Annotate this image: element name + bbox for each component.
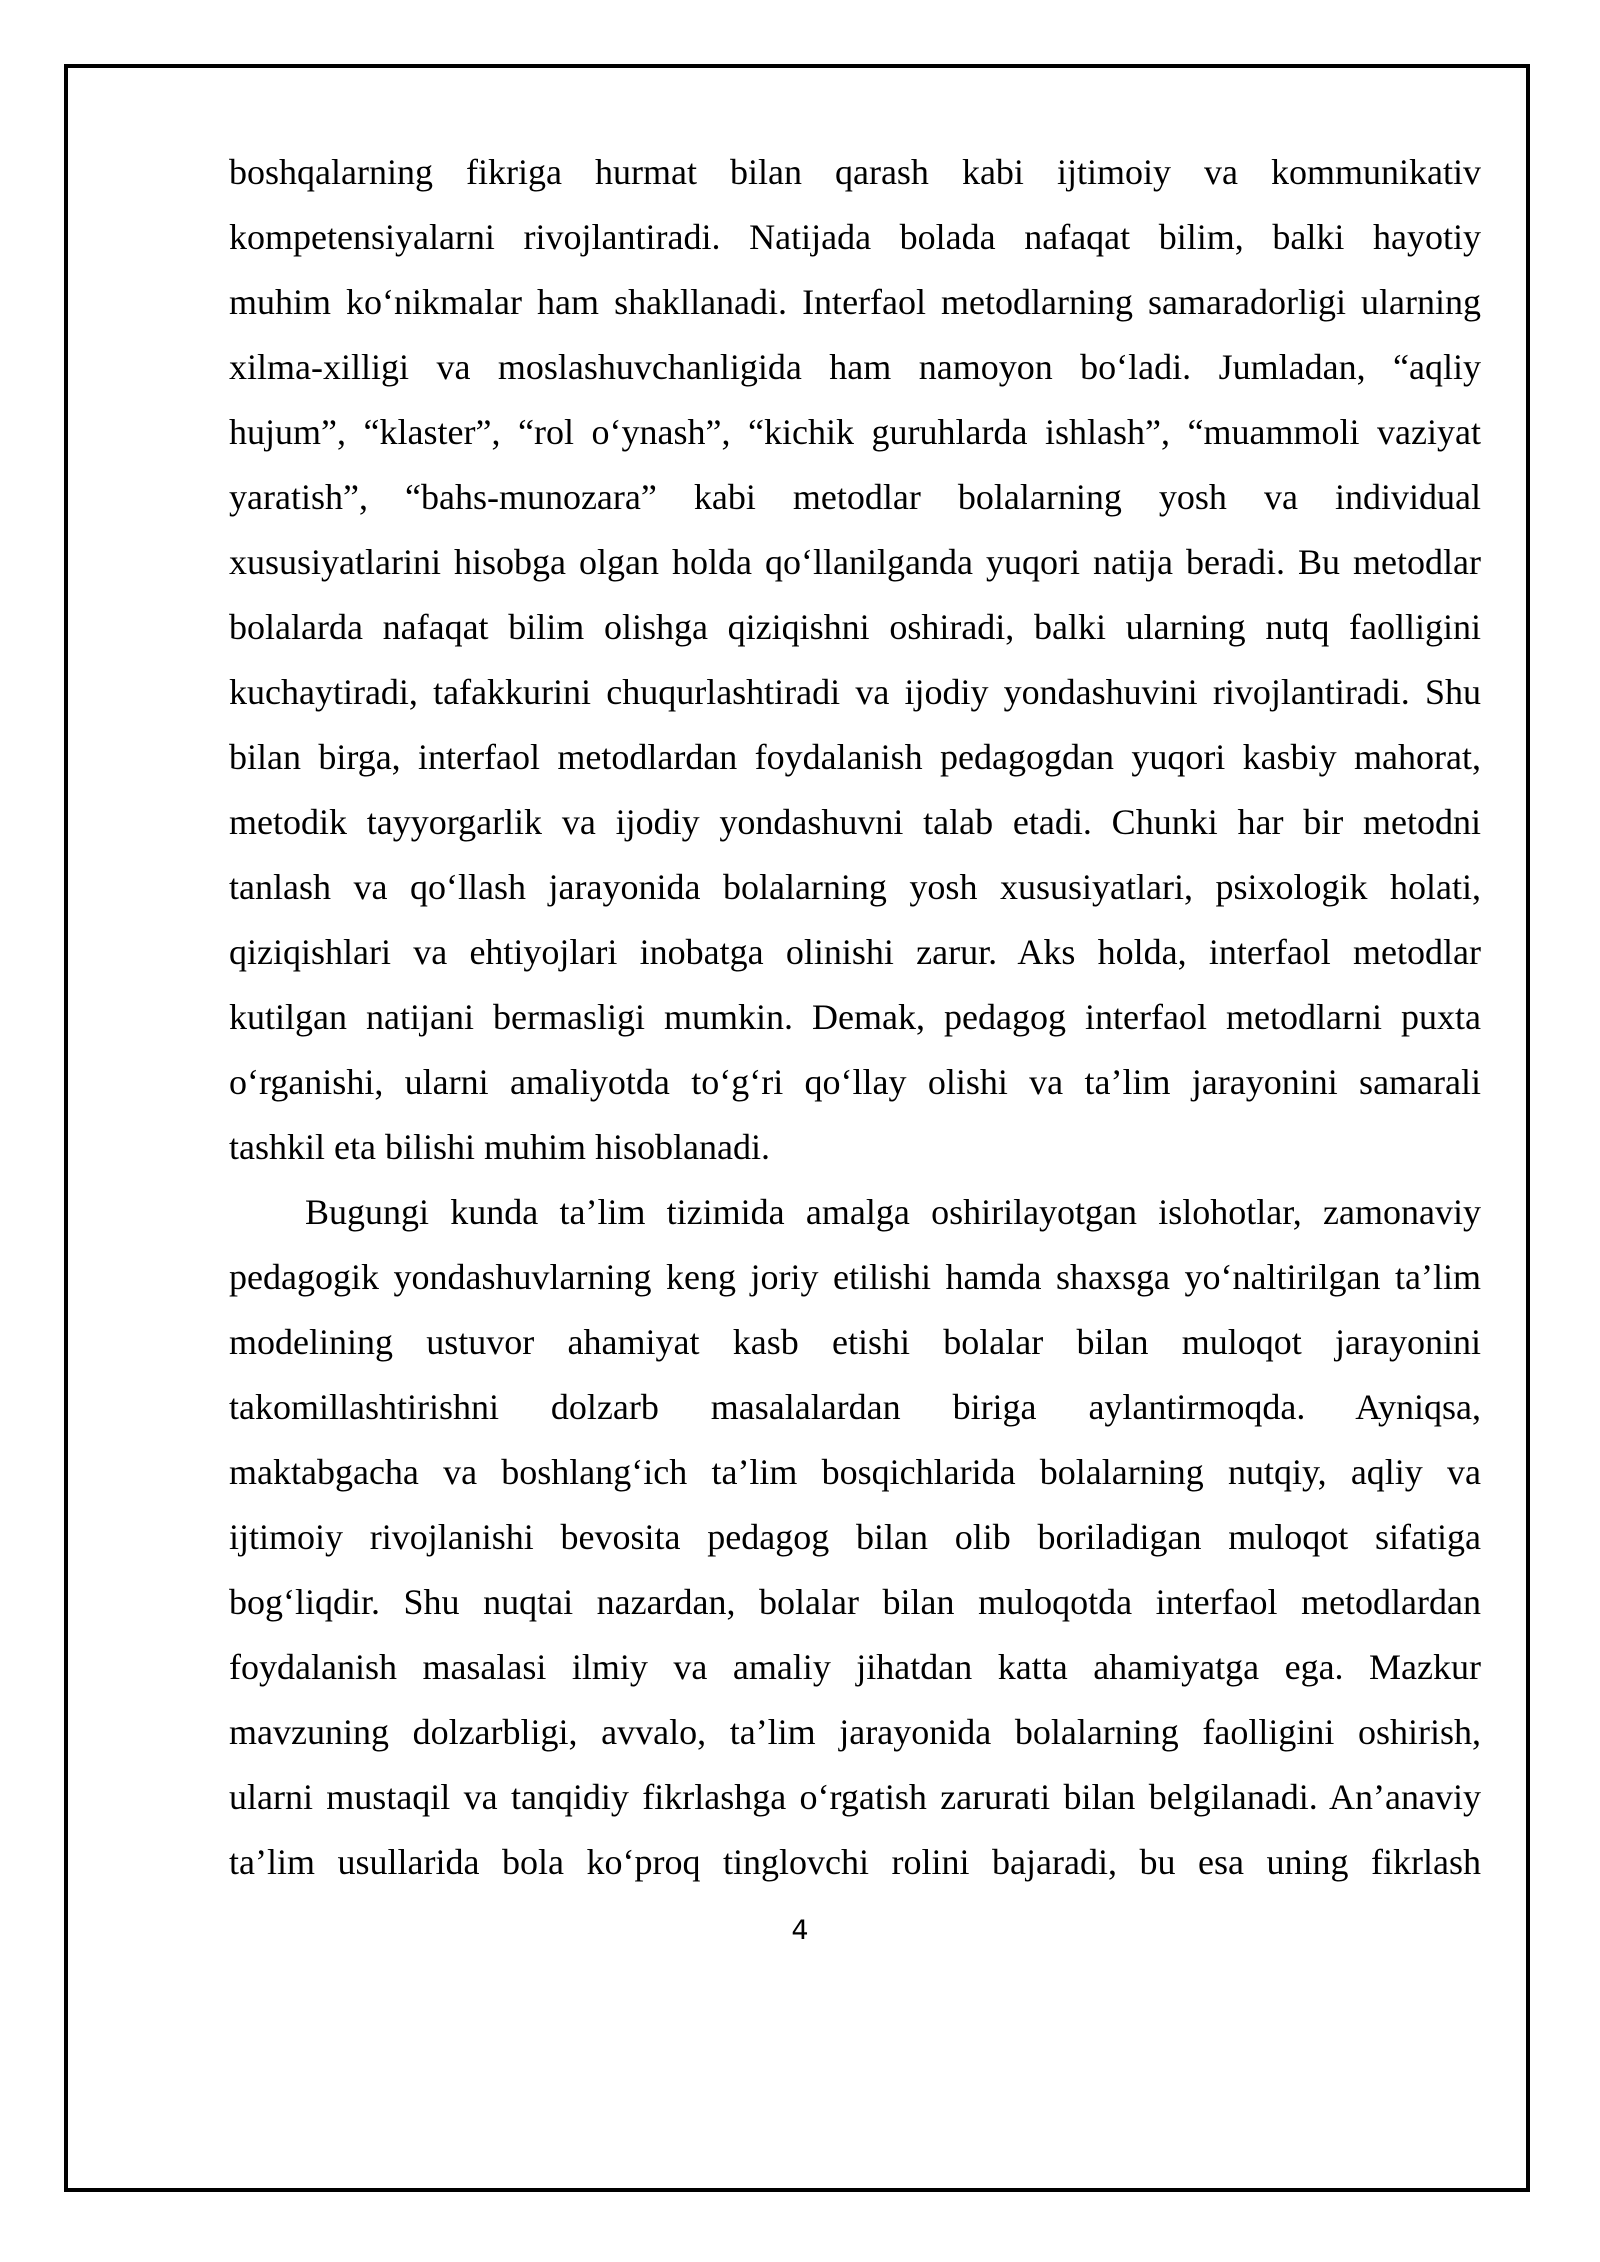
text-line: kutilgan natijani bermasligi mumkin. Demak, pedagog interfaol metodlarni puxta <box>229 997 1481 1037</box>
text-line: ularni mustaqil va tanqidiy fikrlashga o‘rgatish zarurati bilan belgilanadi. An’anaviy <box>229 1777 1481 1817</box>
text-line: boshqalarning fikriga hurmat bilan qarash kabi ijtimoiy va kommunikativ <box>229 152 1481 192</box>
text-line: hujum”, “klaster”, “rol o‘ynash”, “kichik guruhlarda ishlash”, “muammoli vaziyat <box>229 412 1481 452</box>
text-line: tanlash va qo‘llash jarayonida bolalarning yosh xususiyatlari, psixologik holati, <box>229 867 1481 907</box>
text-line: maktabgacha va boshlang‘ich ta’lim bosqichlarida bolalarning nutqiy, aqliy va <box>229 1452 1481 1492</box>
text-line: muhim ko‘nikmalar ham shakllanadi. Interfaol metodlarning samaradorligi ularning <box>229 282 1481 322</box>
text-line: qiziqishlari va ehtiyojlari inobatga olinishi zarur. Aks holda, interfaol metodlar <box>229 932 1481 972</box>
text-line: bog‘liqdir. Shu nuqtai nazardan, bolalar bilan muloqotda interfaol metodlardan <box>229 1582 1481 1622</box>
text-line: ta’lim usullarida bola ko‘proq tinglovchi rolini bajaradi, bu esa uning fikrlash <box>229 1842 1481 1882</box>
paragraph <box>229 1180 1481 1895</box>
text-line: modelining ustuvor ahamiyat kasb etishi bolalar bilan muloqot jarayonini <box>229 1322 1481 1362</box>
text-line: mavzuning dolzarbligi, avvalo, ta’lim jarayonida bolalarning faolligini oshirish, <box>229 1712 1481 1752</box>
text-line: ijtimoiy rivojlanishi bevosita pedagog bilan olib boriladigan muloqot sifatiga <box>229 1517 1481 1557</box>
text-line: metodik tayyorgarlik va ijodiy yondashuvni talab etadi. Chunki har bir metodni <box>229 802 1481 842</box>
text-line: kompetensiyalarni rivojlantiradi. Natijada bolada nafaqat bilim, balki hayotiy <box>229 217 1481 257</box>
text-line: takomillashtirishni dolzarb masalalardan biriga aylantirmoqda. Ayniqsa, <box>229 1387 1481 1427</box>
text-line: xususiyatlarini hisobga olgan holda qo‘llanilganda yuqori natija beradi. Bu metodlar <box>229 542 1481 582</box>
text-line: xilma-xilligi va moslashuvchanligida ham namoyon bo‘ladi. Jumladan, “aqliy <box>229 347 1481 387</box>
body-text <box>229 140 1481 1895</box>
text-line: bilan birga, interfaol metodlardan foydalanish pedagogdan yuqori kasbiy mahorat, <box>229 737 1481 777</box>
paragraph <box>229 140 1481 1180</box>
text-line: tashkil eta bilishi muhim hisoblanadi. <box>229 1127 770 1167</box>
text-line: bolalarda nafaqat bilim olishga qiziqishni oshiradi, balki ularning nutq faolligini <box>229 607 1481 647</box>
text-line: yaratish”, “bahs-munozara” kabi metodlar bolalarning yosh va individual <box>229 477 1481 517</box>
text-line: o‘rganishi, ularni amaliyotda to‘g‘ri qo‘llay olishi va ta’lim jarayonini samarali <box>229 1062 1481 1102</box>
text-line: foydalanish masalasi ilmiy va amaliy jihatdan katta ahamiyatga ega. Mazkur <box>229 1647 1481 1687</box>
text-line: Bugungi kunda ta’lim tizimida amalga oshirilayotgan islohotlar, zamonaviy <box>305 1192 1481 1232</box>
text-line: pedagogik yondashuvlarning keng joriy etilishi hamda shaxsga yo‘naltirilgan ta’lim <box>229 1257 1481 1297</box>
text-line: kuchaytiradi, tafakkurini chuqurlashtiradi va ijodiy yondashuvini rivojlantiradi. Shu <box>229 672 1481 712</box>
page-number: 4 <box>791 1915 809 1946</box>
